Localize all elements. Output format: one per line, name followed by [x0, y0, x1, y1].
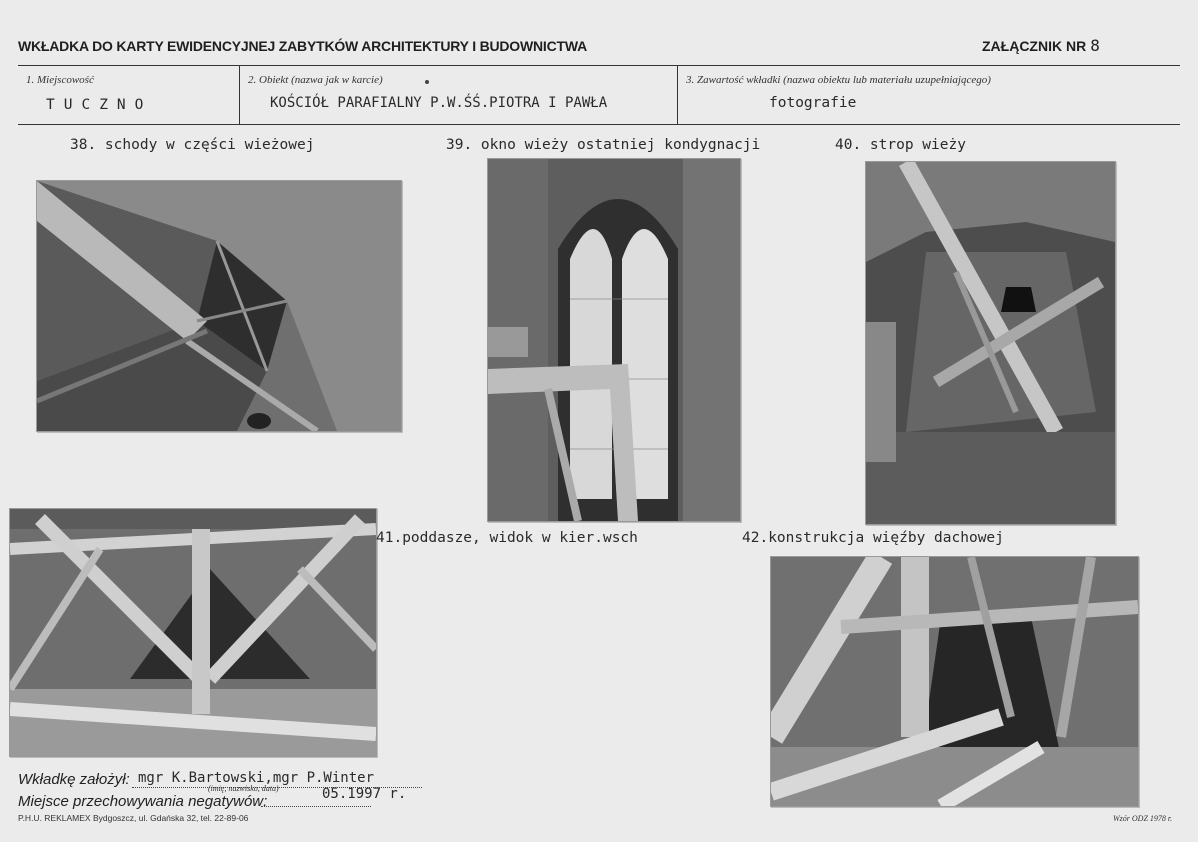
- photo-caption: 42.konstrukcja więźby dachowej: [742, 530, 1004, 546]
- contents-value: fotografie: [769, 95, 857, 111]
- header-divider-top: [18, 65, 1180, 66]
- negatives-dotted-line: [261, 806, 371, 807]
- attachment-label: ZAŁĄCZNIK NR: [982, 38, 1087, 54]
- location-label: 1. Miejscowość: [26, 74, 94, 86]
- founded-value: mgr K.Bartowski,mgr P.Winter: [138, 770, 375, 786]
- photo-stairs: [36, 180, 402, 432]
- attachment-number-label: [982, 36, 1100, 55]
- founded-label: Wkładkę założył:: [18, 771, 130, 788]
- photo-attic-east: [9, 508, 377, 757]
- ink-dot: [425, 80, 429, 84]
- object-label: 2. Obiekt (nazwa jak w karcie): [248, 74, 383, 86]
- photo-caption: 39. okno wieży ostatniej kondygnacji: [446, 137, 761, 153]
- field-divider-1: [239, 65, 240, 124]
- field-divider-2: [677, 65, 678, 124]
- printer-imprint: P.H.U. REKLAMEX Bydgoszcz, ul. Gdańska 32, tel. 22-89-06: [18, 813, 249, 823]
- form-template-id: Wzór ODZ 1978 r.: [1113, 814, 1173, 823]
- photo-caption: 38. schody w części wieżowej: [70, 137, 315, 153]
- form-title: WKŁADKA DO KARTY EWIDENCYJNEJ ZABYTKÓW ARCHITEKTURY I BUDOWNICTWA: [18, 38, 588, 54]
- photo-tower-window: [487, 158, 741, 522]
- photo-tower-ceiling: [865, 161, 1116, 525]
- photo-caption: 41.poddasze, widok w kier.wsch: [376, 530, 638, 546]
- contents-label: 3. Zawartość wkładki (nazwa obiektu lub materiału uzupełniającego): [686, 74, 991, 86]
- negatives-label: Miejsce przechowywania negatywów:: [18, 793, 268, 810]
- object-value: KOŚCIÓŁ PARAFIALNY P.W.ŚŚ.PIOTRA I PAWŁA: [270, 95, 608, 111]
- photo-roof-truss: [770, 556, 1139, 807]
- location-value: TUCZNO: [46, 97, 153, 113]
- photo-caption: 40. strop wieży: [835, 137, 966, 153]
- founded-date: 05.1997 r.: [322, 786, 407, 802]
- attachment-number: 8: [1090, 36, 1100, 55]
- founded-hint: (imię, nazwisko, data): [208, 784, 279, 793]
- header-divider-bottom: [18, 124, 1180, 125]
